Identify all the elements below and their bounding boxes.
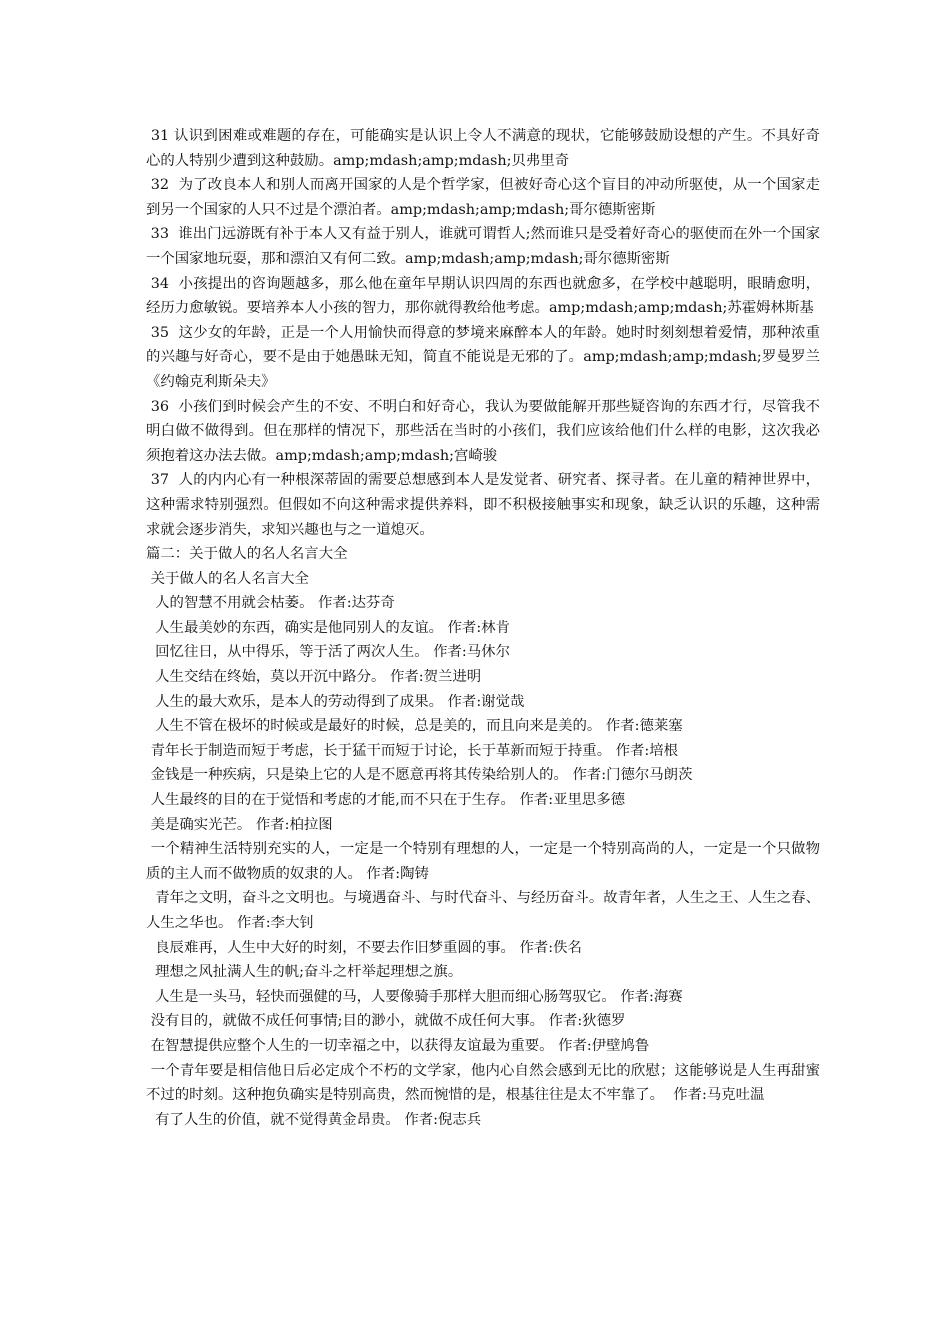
quote-line: 人生交结在终始，莫以开沉中路分。 作者:贺兰进明 bbox=[146, 669, 482, 686]
quote-line: 良辰难再，人生中大好的时刻，不要去作旧梦重圆的事。 作者:佚名 bbox=[146, 939, 582, 956]
quote-line: 回忆往日，从中得乐，等于活了两次人生。 作者:马休尔 bbox=[146, 644, 510, 661]
quote-line: 一个青年要是相信他日后必定成个不朽的文学家，他内心自然会感到无比的欣慰；这能够说是人生再甜蜜不过的时刻。这种抱负确实是特别高贵，然而惋惜的是，根基往往是太不牢靠了。 作者:马克吐温 bbox=[146, 1062, 820, 1104]
quote-37: 37 人的内内心有一种根深蒂固的需要总想感到本人是发觉者、研究者、探寻者。在儿童的精神世界中，这种需求特别强烈。但假如不向这种需求提供养料，即不积极接触事实和现象，缺乏认识的乐趣，这种需求就会逐步消失，求知兴趣也与之一道熄灭。 bbox=[146, 472, 820, 538]
section-subtitle: 关于做人的名人名言大全 bbox=[146, 570, 309, 587]
quote-35: 35 这少女的年龄，正是一个人用愉快而得意的梦境来麻醉本人的年龄。她时时刻刻想着爱情，那种浓重的兴趣与好奇心，要不是由于她愚昧无知，简直不能说是无邪的了。amp;mdash;amp;mdash;罗曼罗兰《约翰克利斯朵夫》 bbox=[146, 324, 820, 390]
quote-line: 在智慧提供应整个人生的一切幸福之中，以获得友谊最为重要。 作者:伊壁鸠鲁 bbox=[146, 1037, 650, 1054]
quote-line: 一个精神生活特别充实的人，一定是一个特别有理想的人，一定是一个特别高尚的人，一定是一个只做物质的主人而不做物质的奴隶的人。 作者:陶铸 bbox=[146, 841, 820, 882]
quote-line: 青年长于制造而短于考虑，长于猛干而短于讨论，长于革新而短于持重。 作者:培根 bbox=[146, 742, 679, 759]
quote-line: 没有目的，就做不成任何事情;目的渺小，就做不成任何大事。 作者:狄德罗 bbox=[146, 1013, 626, 1030]
quote-32: 32 为了改良本人和别人而离开国家的人是个哲学家，但被好奇心这个盲目的冲动所驱使，从一个国家走到另一个国家的人只不过是个漂泊者。amp;mdash;amp;mdash;哥尔德斯密斯 bbox=[146, 177, 820, 218]
section-heading: 篇二：关于做人的名人名言大全 bbox=[146, 546, 348, 563]
quote-36: 36 小孩们到时候会产生的不安、不明白和好奇心，我认为要做能解开那些疑咨询的东西才行，尽管我不明白做不做得到。但在那样的情况下，那些活在当时的小孩们，我们应该给他们什么样的电影，这次我必须抱着这办法去做。amp;mdash;amp;mdash;宫崎骏 bbox=[146, 398, 820, 464]
quote-line: 人生是一头马，轻快而强健的马，人要像骑手那样大胆而细心肠驾驭它。 作者:海赛 bbox=[146, 988, 683, 1005]
quote-34: 34 小孩提出的咨询题越多，那么他在童年早期认识四周的东西也就愈多，在学校中越聪明，眼睛愈明，经历力愈敏锐。要培养本人小孩的智力，那你就得教给他考虑。amp;mdash;amp;mdash;苏霍姆林斯基 bbox=[146, 275, 820, 317]
quote-line: 青年之文明，奋斗之文明也。与境遇奋斗、与时代奋斗、与经历奋斗。故青年者，人生之王、人生之春、人生之华也。 作者:李大钊 bbox=[146, 890, 820, 931]
quote-line: 人的智慧不用就会枯萎。 作者:达芬奇 bbox=[146, 595, 395, 612]
quote-line: 人生最终的目的在于觉悟和考虑的才能,而不只在于生存。 作者:亚里思多德 bbox=[146, 792, 626, 809]
quote-line: 美是确实光芒。 作者:柏拉图 bbox=[146, 816, 333, 833]
quote-line: 理想之风扯满人生的帆;奋斗之杆举起理想之旗。 bbox=[146, 964, 463, 981]
quote-line: 人生不管在极坏的时候或是最好的时候，总是美的，而且向来是美的。 作者:德莱塞 bbox=[146, 718, 683, 735]
quote-line: 金钱是一种疾病，只是染上它的人是不愿意再将其传染给别人的。 作者:门德尔马朗茨 bbox=[146, 767, 693, 784]
quote-line: 人生最美妙的东西，确实是他同别人的友谊。 作者:林肯 bbox=[146, 619, 510, 636]
quote-line: 有了人生的价值，就不觉得黄金昂贵。 作者:倪志兵 bbox=[146, 1111, 482, 1128]
quote-line: 人生的最大欢乐，是本人的劳动得到了成果。 作者:谢觉哉 bbox=[146, 693, 525, 710]
quote-31: 31 认识到困难或难题的存在，可能确实是认识上令人不满意的现状，它能够鼓励设想的产生。不具好奇心的人特别少遭到这种鼓励。amp;mdash;amp;mdash;贝弗里奇 bbox=[146, 128, 820, 169]
quote-33: 33 谁出门远游既有补于本人又有益于别人，谁就可谓哲人;然而谁只是受着好奇心的驱使而在外一个国家一个国家地玩耍，那和漂泊又有何二致。amp;mdash;amp;mdash;哥尔德斯密斯 bbox=[146, 226, 821, 267]
